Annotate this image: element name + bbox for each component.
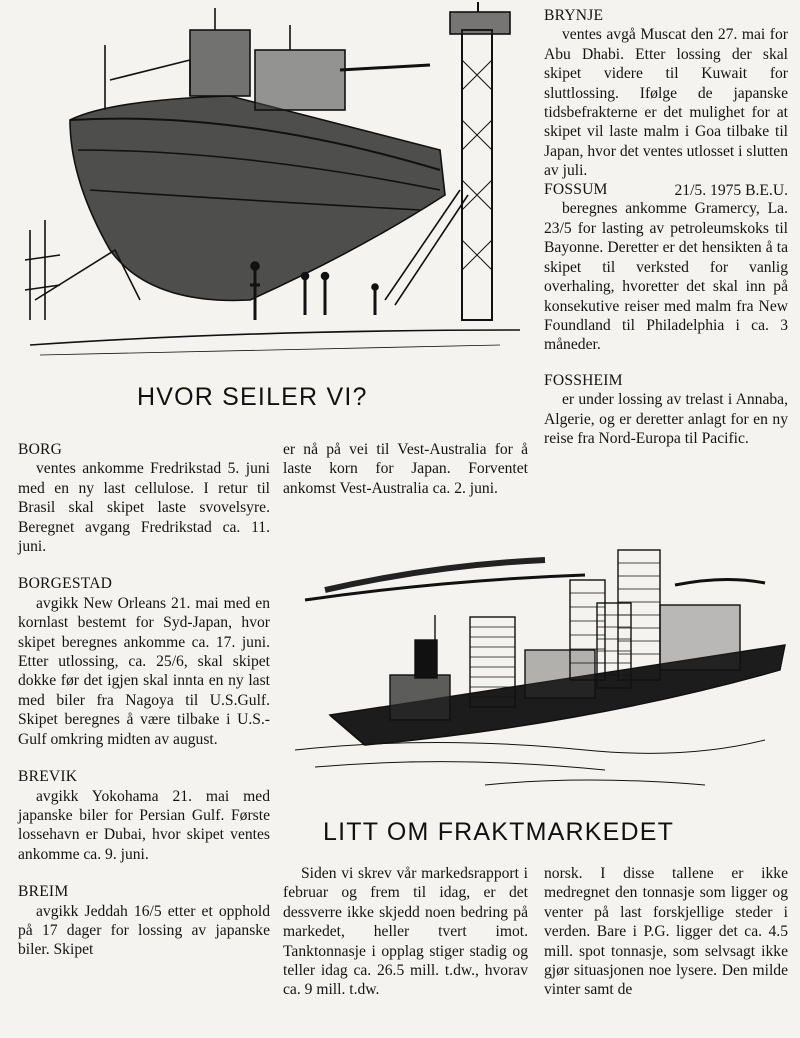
freight-column-1 bbox=[283, 864, 528, 1000]
ship-text-brynje: ventes avgå Muscat den 27. mai for Abu Dhabi. Etter lossing der skal skipet videre til Kuwait for sluttlossing. Ifølge de japanske tidsbefrakterne er det mulighet for at skipet vil laste malm i Goa tilbake til Japan, hvor det ventes utlosset i slutten av juli. bbox=[544, 26, 788, 180]
ship-text-borg: ventes ankomme Fredrikstad 5. juni med en ny last cellulose. I retur til Brasil skal skipet laste svovelsyre. Beregnet avgang Fredrikstad ca. 11. juni. bbox=[18, 460, 270, 556]
middle-column-top bbox=[283, 440, 528, 498]
freight-column-2 bbox=[544, 864, 788, 1000]
ship-name-brynje: BRYNJE bbox=[544, 7, 604, 24]
ship-text-fossum: beregnes ankomme Gramercy, La. 23/5 for lasting av petroleumskoks til Bayonne. Deretter er det hensikten å ta skipet til verksted for vanlig overhaling, hvoretter det skal inn på konsekutive reiser med malm fra New Foundland til Philadelphia i ca. 3 måneder. bbox=[544, 200, 788, 354]
drydock-ship-illustration bbox=[0, 0, 530, 372]
ship-name-brevik: BREVIK bbox=[18, 768, 78, 786]
ship-text-brevik: avgikk Yokohama 21. mai med japanske biler for Persian Gulf. Første lossehavn er Dubai, hvor skipet ventes ankomme ca. 9. juni. bbox=[18, 787, 270, 863]
ship-name-fossum: FOSSUM bbox=[544, 181, 608, 199]
ship-name-fossheim: FOSSHEIM bbox=[544, 371, 623, 389]
ship-text-borgestad: avgikk New Orleans 21. mai med en kornlast bestemt for Syd-Japan, hvor skipet beregnes ankomme ca. 17. juni. Etter utlossing, ca. 25/6, skal skipet dokke før det igjen skal innta en ny last med biler fra Nagoya til U.S.Gulf. Skipet beregnes å være tilbake i U.S.-Gulf omkring midten av august. bbox=[18, 594, 270, 748]
cargo-ship-illustration bbox=[285, 535, 790, 805]
ship-text-fossheim: er under lossing av trelast i Annaba, Algerie, og er deretter anlagt for en ny reise fra Nord-Europa til Pacific. bbox=[544, 391, 788, 447]
ship-name-breim: BREIM bbox=[18, 883, 69, 901]
page-title: HVOR SEILER VI? bbox=[137, 383, 368, 411]
left-column bbox=[18, 440, 270, 960]
freight-text-1: Siden vi skrev vår markedsrapport i februar og frem til idag, er det dessverre ikke skjedd noen bedring på markedet, heller tvert imot. Tanktonnasje i opplag stiger stadig og teller idag ca. 26.5 mill. t.dw., hvorav ca. 9 mill. t.dw. bbox=[283, 865, 528, 999]
report-date: 21/5. 1975 B.E.U. bbox=[674, 181, 788, 199]
breim-continuation: er nå på vei til Vest-Australia for å laste korn for Japan. Forventet ankomst Vest-Australia ca. 2. juni. bbox=[283, 441, 528, 497]
section-title-freight: LITT OM FRAKTMARKEDET bbox=[323, 818, 675, 846]
ship-text-breim: avgikk Jeddah 16/5 etter et opphold på 17 dager for lossing av japanske biler. Skipet bbox=[18, 902, 270, 959]
ship-name-borg: BORG bbox=[18, 441, 63, 458]
right-column-top bbox=[544, 6, 788, 448]
ship-name-borgestad: BORGESTAD bbox=[18, 575, 113, 593]
freight-text-2: norsk. I disse tallene er ikke medregnet den tonnasje som ligger og venter på last forskjellige steder i verden. Bare i P.G. ligger det ca. 4.5 mill. spot tonnasje, som selvsagt ikke gjør situasjonen noe lysere. Den milde vinter samt de bbox=[544, 865, 788, 999]
